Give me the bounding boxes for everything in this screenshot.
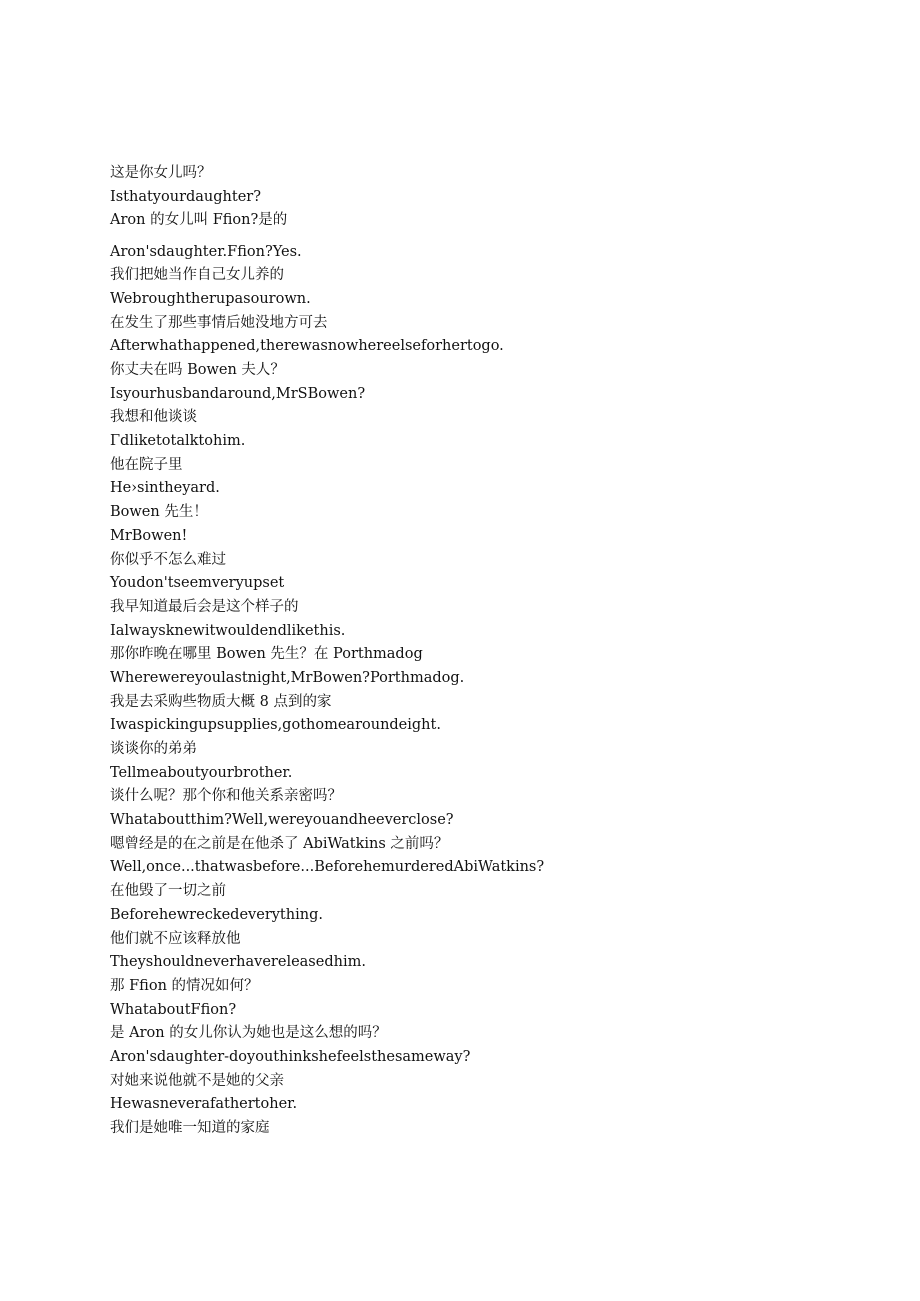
transcript-line: 他在院子里 <box>110 456 183 473</box>
transcript-line: MrBowen! <box>110 527 188 544</box>
transcript-line: 我是去采购些物质大概 8 点到的家 <box>110 693 332 710</box>
transcript-line: 在他毁了一切之前 <box>110 883 226 900</box>
transcript-line: Aron'sdaughter.Ffion?Yes. <box>110 243 302 260</box>
transcript-line: Beforehewreckedeverything. <box>110 906 323 923</box>
transcript-line: Isthatyourdaughter? <box>110 188 261 205</box>
transcript-line: 他们就不应该释放他 <box>110 930 241 947</box>
subtitle-transcript <box>110 162 870 1141</box>
transcript-line: 这是你女儿吗？ <box>110 165 212 181</box>
transcript-line: WhataboutFfion? <box>110 1001 237 1018</box>
transcript-line: 我早知道最后会是这个样子的 <box>110 598 299 615</box>
transcript-line: 那你昨晚在哪里 Bowen 先生？在 Porthmadog <box>110 646 423 663</box>
transcript-line: 嗯曾经是的在之前是在他杀了 AbiWatkins 之前吗？ <box>110 835 449 852</box>
transcript-line: 在发生了那些事情后她没地方可去 <box>110 314 328 331</box>
transcript-line: Tellmeaboutyourbrother. <box>110 764 293 781</box>
transcript-line: Webroughtherupasourown. <box>110 290 311 307</box>
transcript-line: Aron 的女儿叫 Ffion?是的 <box>110 212 288 229</box>
transcript-line: He›sintheyard. <box>110 480 220 497</box>
transcript-line: Ialwaysknewitwouldendlikethis. <box>110 622 346 639</box>
transcript-line: Iwaspickingupsupplies,gothomearoundeight. <box>110 717 441 734</box>
transcript-line: 我们是她唯一知道的家庭 <box>110 1120 270 1136</box>
transcript-line: Isyourhusbandaround,MrSBowen? <box>110 385 366 402</box>
transcript-line: Youdon'tseemveryupset <box>110 575 285 592</box>
transcript-line: 我们把她当作自己女儿养的 <box>110 267 284 284</box>
transcript-line: 对她来说他就不是她的父亲 <box>110 1072 284 1089</box>
transcript-line: 是 Aron 的女儿你认为她也是这么想的吗？ <box>110 1025 387 1042</box>
transcript-line: 那 Ffion 的情况如何？ <box>110 977 259 994</box>
transcript-line: 你似乎不怎么难过 <box>110 551 226 568</box>
transcript-line: 我想和他谈谈 <box>110 409 197 426</box>
transcript-line: 谈什么呢？那个你和他关系亲密吗？ <box>110 788 342 805</box>
transcript-line: Wherewereyoulastnight,MrBowen?Porthmadog. <box>110 669 465 686</box>
transcript-line: Bowen 先生！ <box>110 504 208 521</box>
transcript-line: Afterwhathappened,therewasnowhereelseforhertogo. <box>110 338 504 355</box>
transcript-line: Γdliketotalktohim. <box>110 433 246 450</box>
transcript-line: Theyshouldneverhavereleasedhim. <box>110 954 366 971</box>
transcript-line: Well,once...thatwasbefore...BeforehemurderedAbiWatkins? <box>110 859 545 876</box>
transcript-line: 你丈夫在吗 Bowen 夫人？ <box>110 362 285 378</box>
transcript-line: 谈谈你的弟弟 <box>110 741 197 757</box>
transcript-line: Aron'sdaughter-doyouthinkshefeelsthesameway? <box>110 1048 471 1065</box>
transcript-line: Hewasneverafathertoher. <box>110 1096 298 1113</box>
transcript-line: Whataboutthim?Well,wereyouandheeverclose? <box>110 812 454 829</box>
